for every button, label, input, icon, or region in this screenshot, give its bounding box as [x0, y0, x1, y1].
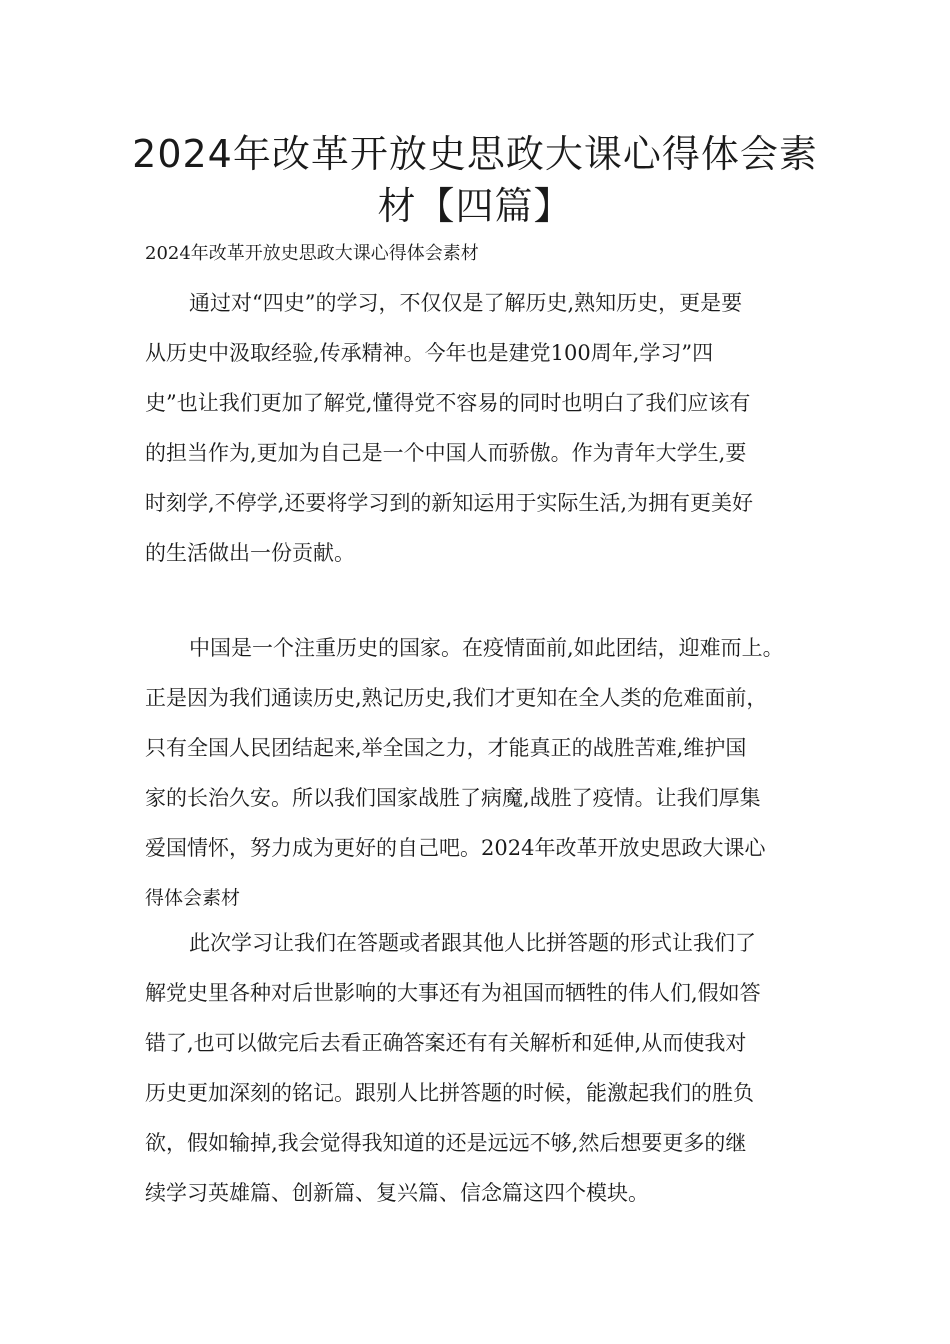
text-line: 通过对“四史”的学习，不仅仅是了解历史,熟知历史，更是要: [189, 291, 743, 315]
text-line: 得体会素材: [145, 887, 241, 909]
text-line: 爱国情怀，努力成为更好的自己吧。2024年改革开放史思政大课心: [145, 836, 766, 860]
paragraph-1: [145, 278, 825, 578]
text-line: 从历史中汲取经验,传承精神。今年也是建党100周年,学习”四: [145, 341, 714, 365]
text-line: 解党史里各种对后世影响的大事还有为祖国而牺牲的伟人们,假如答: [145, 981, 761, 1005]
paragraph-3: [145, 918, 825, 1218]
title-line: 2024年改革开放史思政大课心得体会素: [132, 132, 818, 176]
text-line: 欲，假如输掉,我会觉得我知道的还是远远不够,然后想要更多的继: [145, 1131, 747, 1155]
text-line: 家的长治久安。所以我们国家战胜了病魔,战胜了疫情。让我们厚集: [145, 786, 761, 810]
text-line: 历史更加深刻的铭记。跟别人比拼答题的时候，能激起我们的胜负: [145, 1081, 754, 1105]
text-line: 错了,也可以做完后去看正确答案还有有关解析和延伸,从而使我对: [145, 1031, 747, 1055]
text-line: 正是因为我们通读历史,熟记历史,我们才更知在全人类的危难面前，: [145, 686, 768, 710]
subtitle: 2024年改革开放史思政大课心得体会素材: [145, 243, 479, 264]
text-line: 的担当作为,更加为自己是一个中国人而骄傲。作为青年大学生,要: [145, 441, 747, 465]
text-line: 时刻学,不停学,还要将学习到的新知运用于实际生活,为拥有更美好: [145, 491, 754, 515]
text-line: 续学习英雄篇、创新篇、复兴篇、信念篇这四个模块。: [145, 1181, 649, 1205]
text-line: 中国是一个注重历史的国家。在疫情面前,如此团结，迎难而上。: [189, 636, 784, 660]
page-title: [120, 128, 830, 232]
text-line: 此次学习让我们在答题或者跟其他人比拼答题的形式让我们了: [189, 931, 756, 955]
text-line: 史”也让我们更加了解党,懂得党不容易的同时也明白了我们应该有: [145, 391, 751, 415]
paragraph-2: [145, 623, 825, 923]
text-line: 的生活做出一份贡献。: [145, 541, 355, 565]
text-line: 只有全国人民团结起来,举全国之力，才能真正的战胜苦难,维护国: [145, 736, 747, 760]
title-line: 材【四篇】: [377, 184, 573, 228]
